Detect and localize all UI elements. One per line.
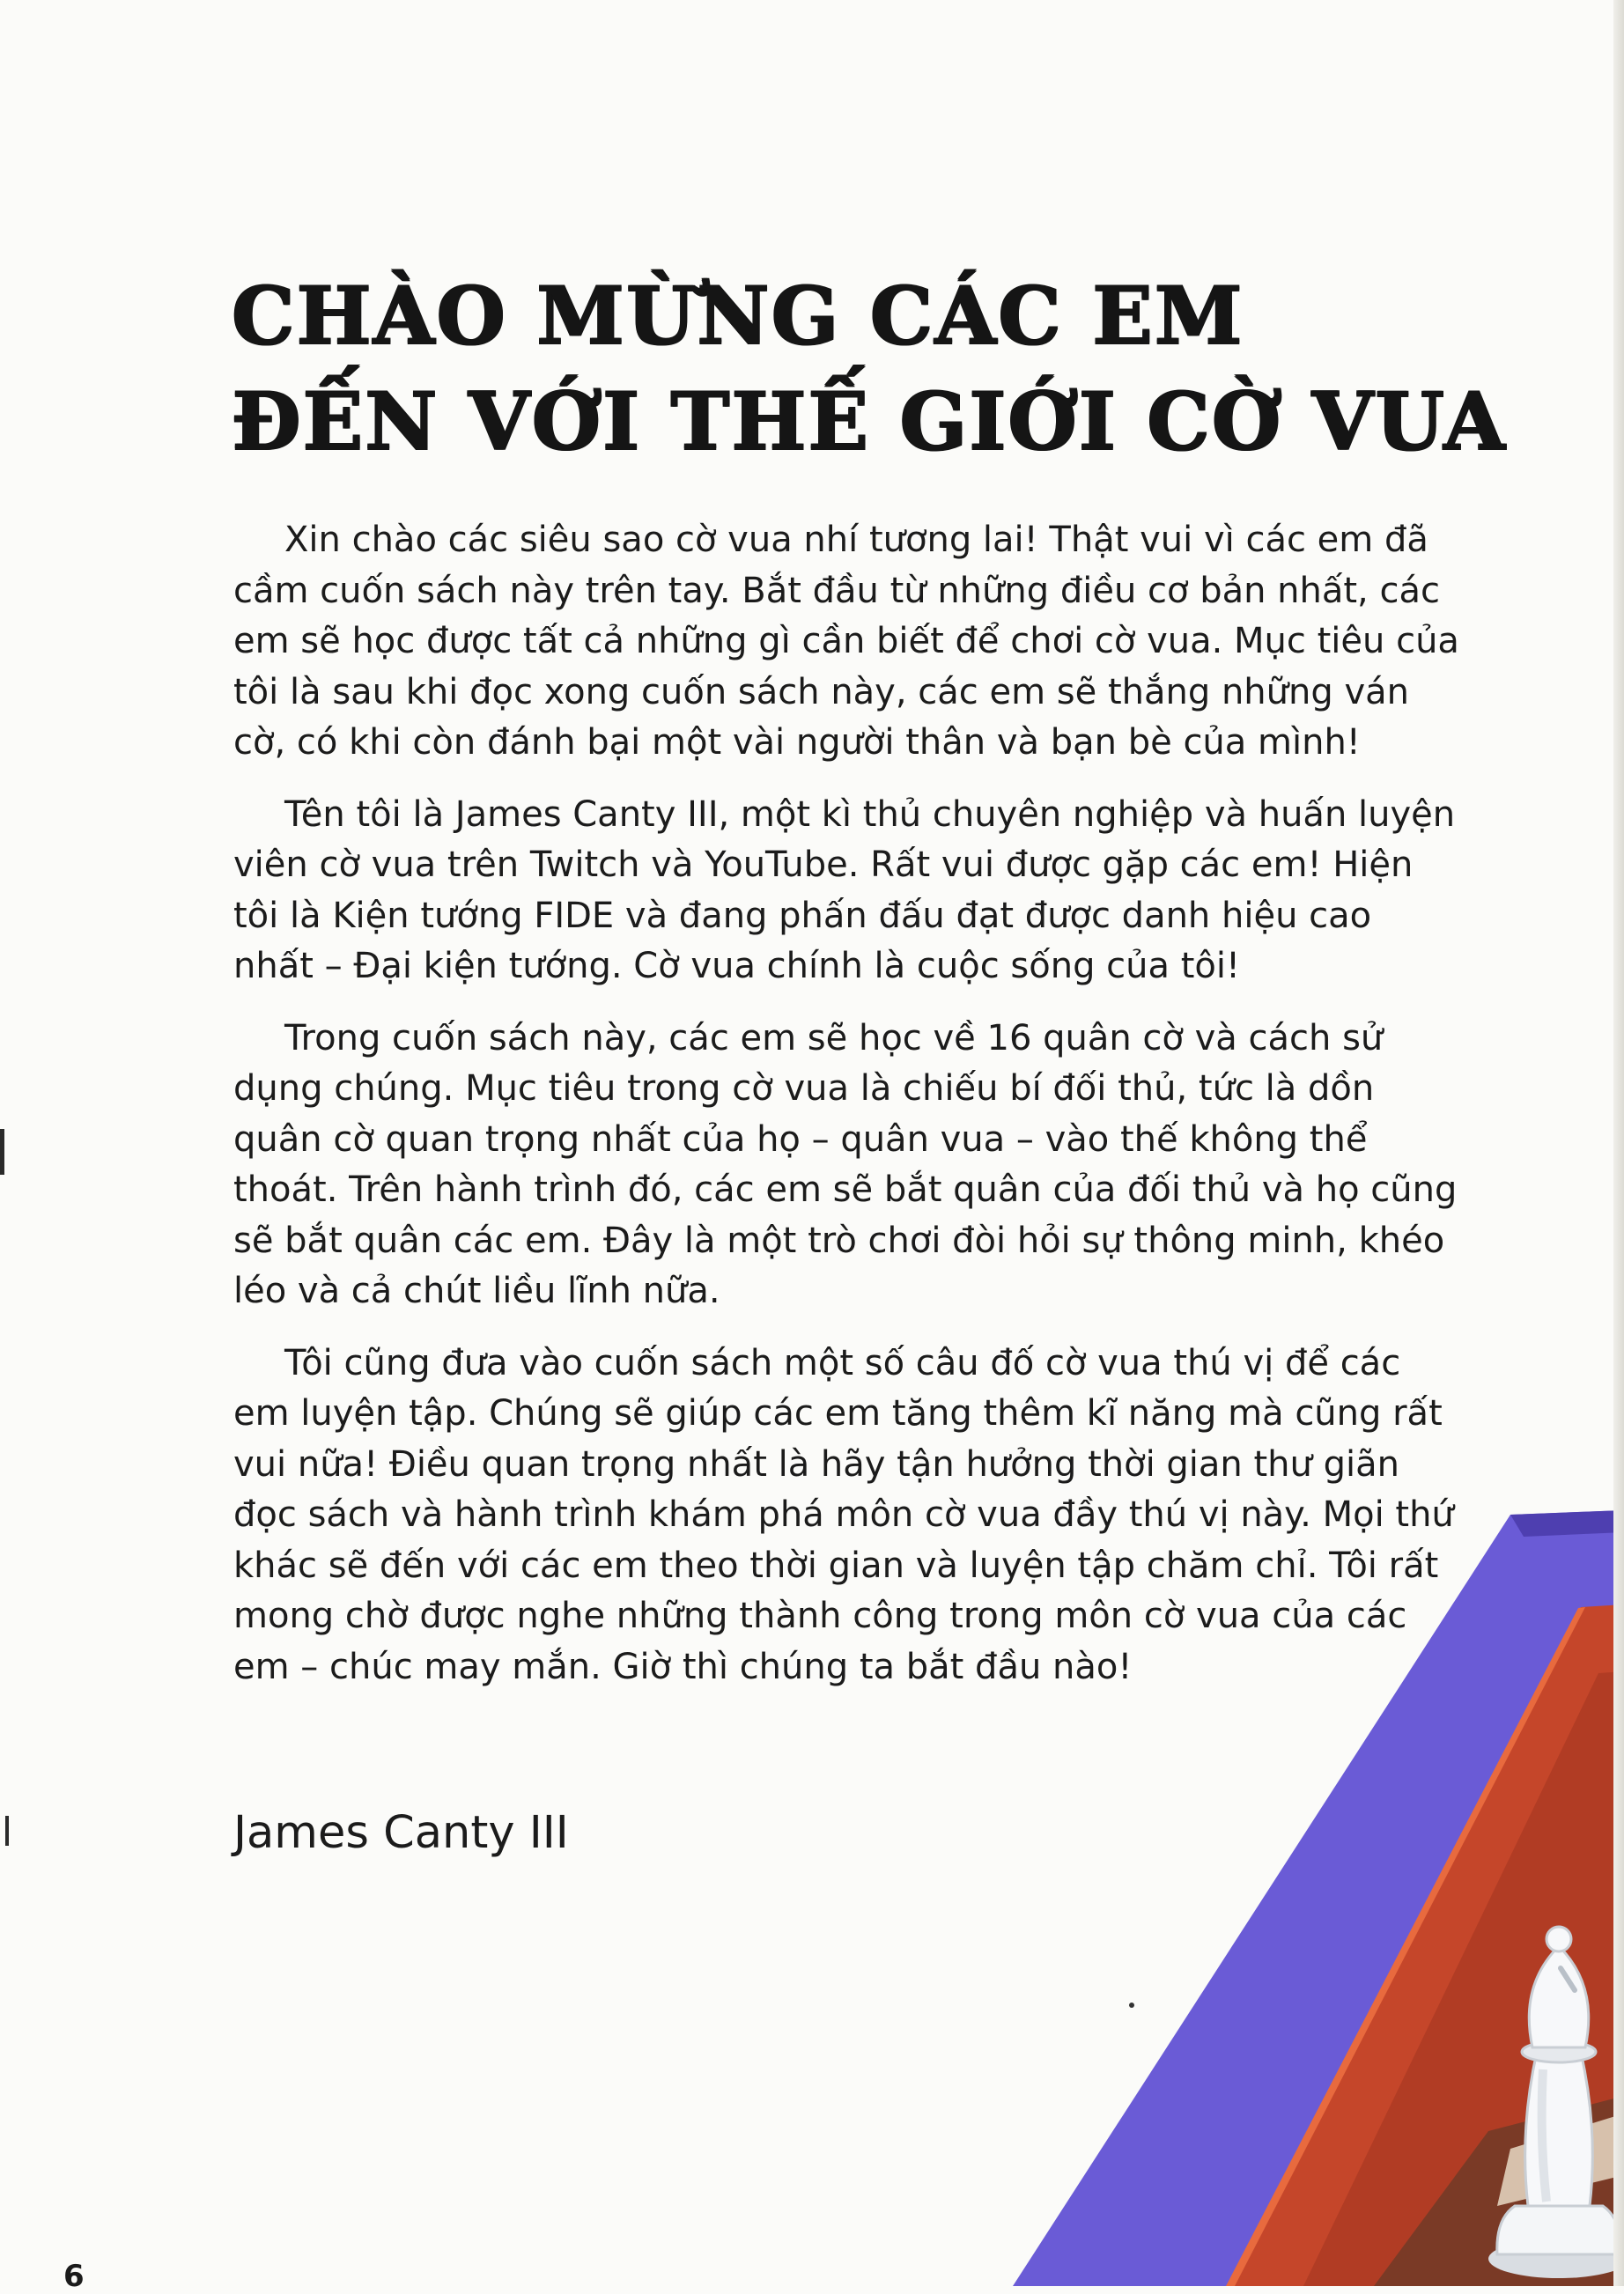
page-title [231, 262, 1506, 474]
scan-mark [5, 1816, 9, 1846]
scan-mark [0, 1129, 4, 1175]
body-text [233, 515, 1462, 1714]
ink-dot [1129, 2003, 1134, 2008]
title-line-2: ĐẾN VỚI THẾ GIỚI CỜ VUA [231, 374, 1506, 468]
paragraph-3: Trong cuốn sách này, các em sẽ học về 16 quân cờ và cách sử dụng chúng. Mục tiêu trong cờ vua là chiếu bí đối thủ, tức là dồn quân cờ quan trọng nhất của họ – quân vua – vào thế không thể thoát. Trên hành trình đó, các em sẽ bắt quân của đối thủ và họ cũng sẽ bắt quân các em. Đây là một trò chơi đòi hỏi sự thông minh, khéo léo và cả chút liều lĩnh nữa. [233, 1017, 1458, 1311]
page-number: 6 [63, 2259, 85, 2294]
title-line-1: CHÀO MỪNG CÁC EM [231, 269, 1244, 362]
board-edge-shadow [1510, 1510, 1624, 1537]
page-binding-edge [1613, 0, 1624, 2286]
paragraph-1: Xin chào các siêu sao cờ vua nhí tương lai! Thật vui vì các em đã cầm cuốn sách này trên tay. Bắt đầu từ những điều cơ bản nhất, các em sẽ học được tất cả những gì cần biết để chơi cờ vua. Mục tiêu của tôi là sau khi đọc xong cuốn sách này, các em sẽ thắng những ván cờ, có khi còn đánh bại một vài người thân và bạn bè của mình! [233, 520, 1459, 763]
author-signature: James Canty III [233, 1807, 569, 1859]
paragraph-2: Tên tôi là James Canty III, một kì thủ chuyên nghiệp và huấn luyện viên cờ vua trên Twitch và YouTube. Rất vui được gặp các em! Hiện tôi là Kiện tướng FIDE và đang phấn đấu đạt được danh hiệu cao nhất – Đại kiện tướng. Cờ vua chính là cuộc sống của tôi! [233, 793, 1456, 986]
paragraph-4: Tôi cũng đưa vào cuốn sách một số câu đố cờ vua thú vị để các em luyện tập. Chúng sẽ giúp các em tăng thêm kĩ năng mà cũng rất vui nữa! Điều quan trọng nhất là hãy tận hưởng thời gian thư giãn đọc sách và hành trình khám phá môn cờ vua đầy thú vị này. Mọi thứ khác sẽ đến với các em theo thời gian và luyện tập chăm chỉ. Tôi rất mong chờ được nghe những thành công trong môn cờ vua của các em – chúc may mắn. Giờ thì chúng ta bắt đầu nào! [233, 1342, 1454, 1687]
